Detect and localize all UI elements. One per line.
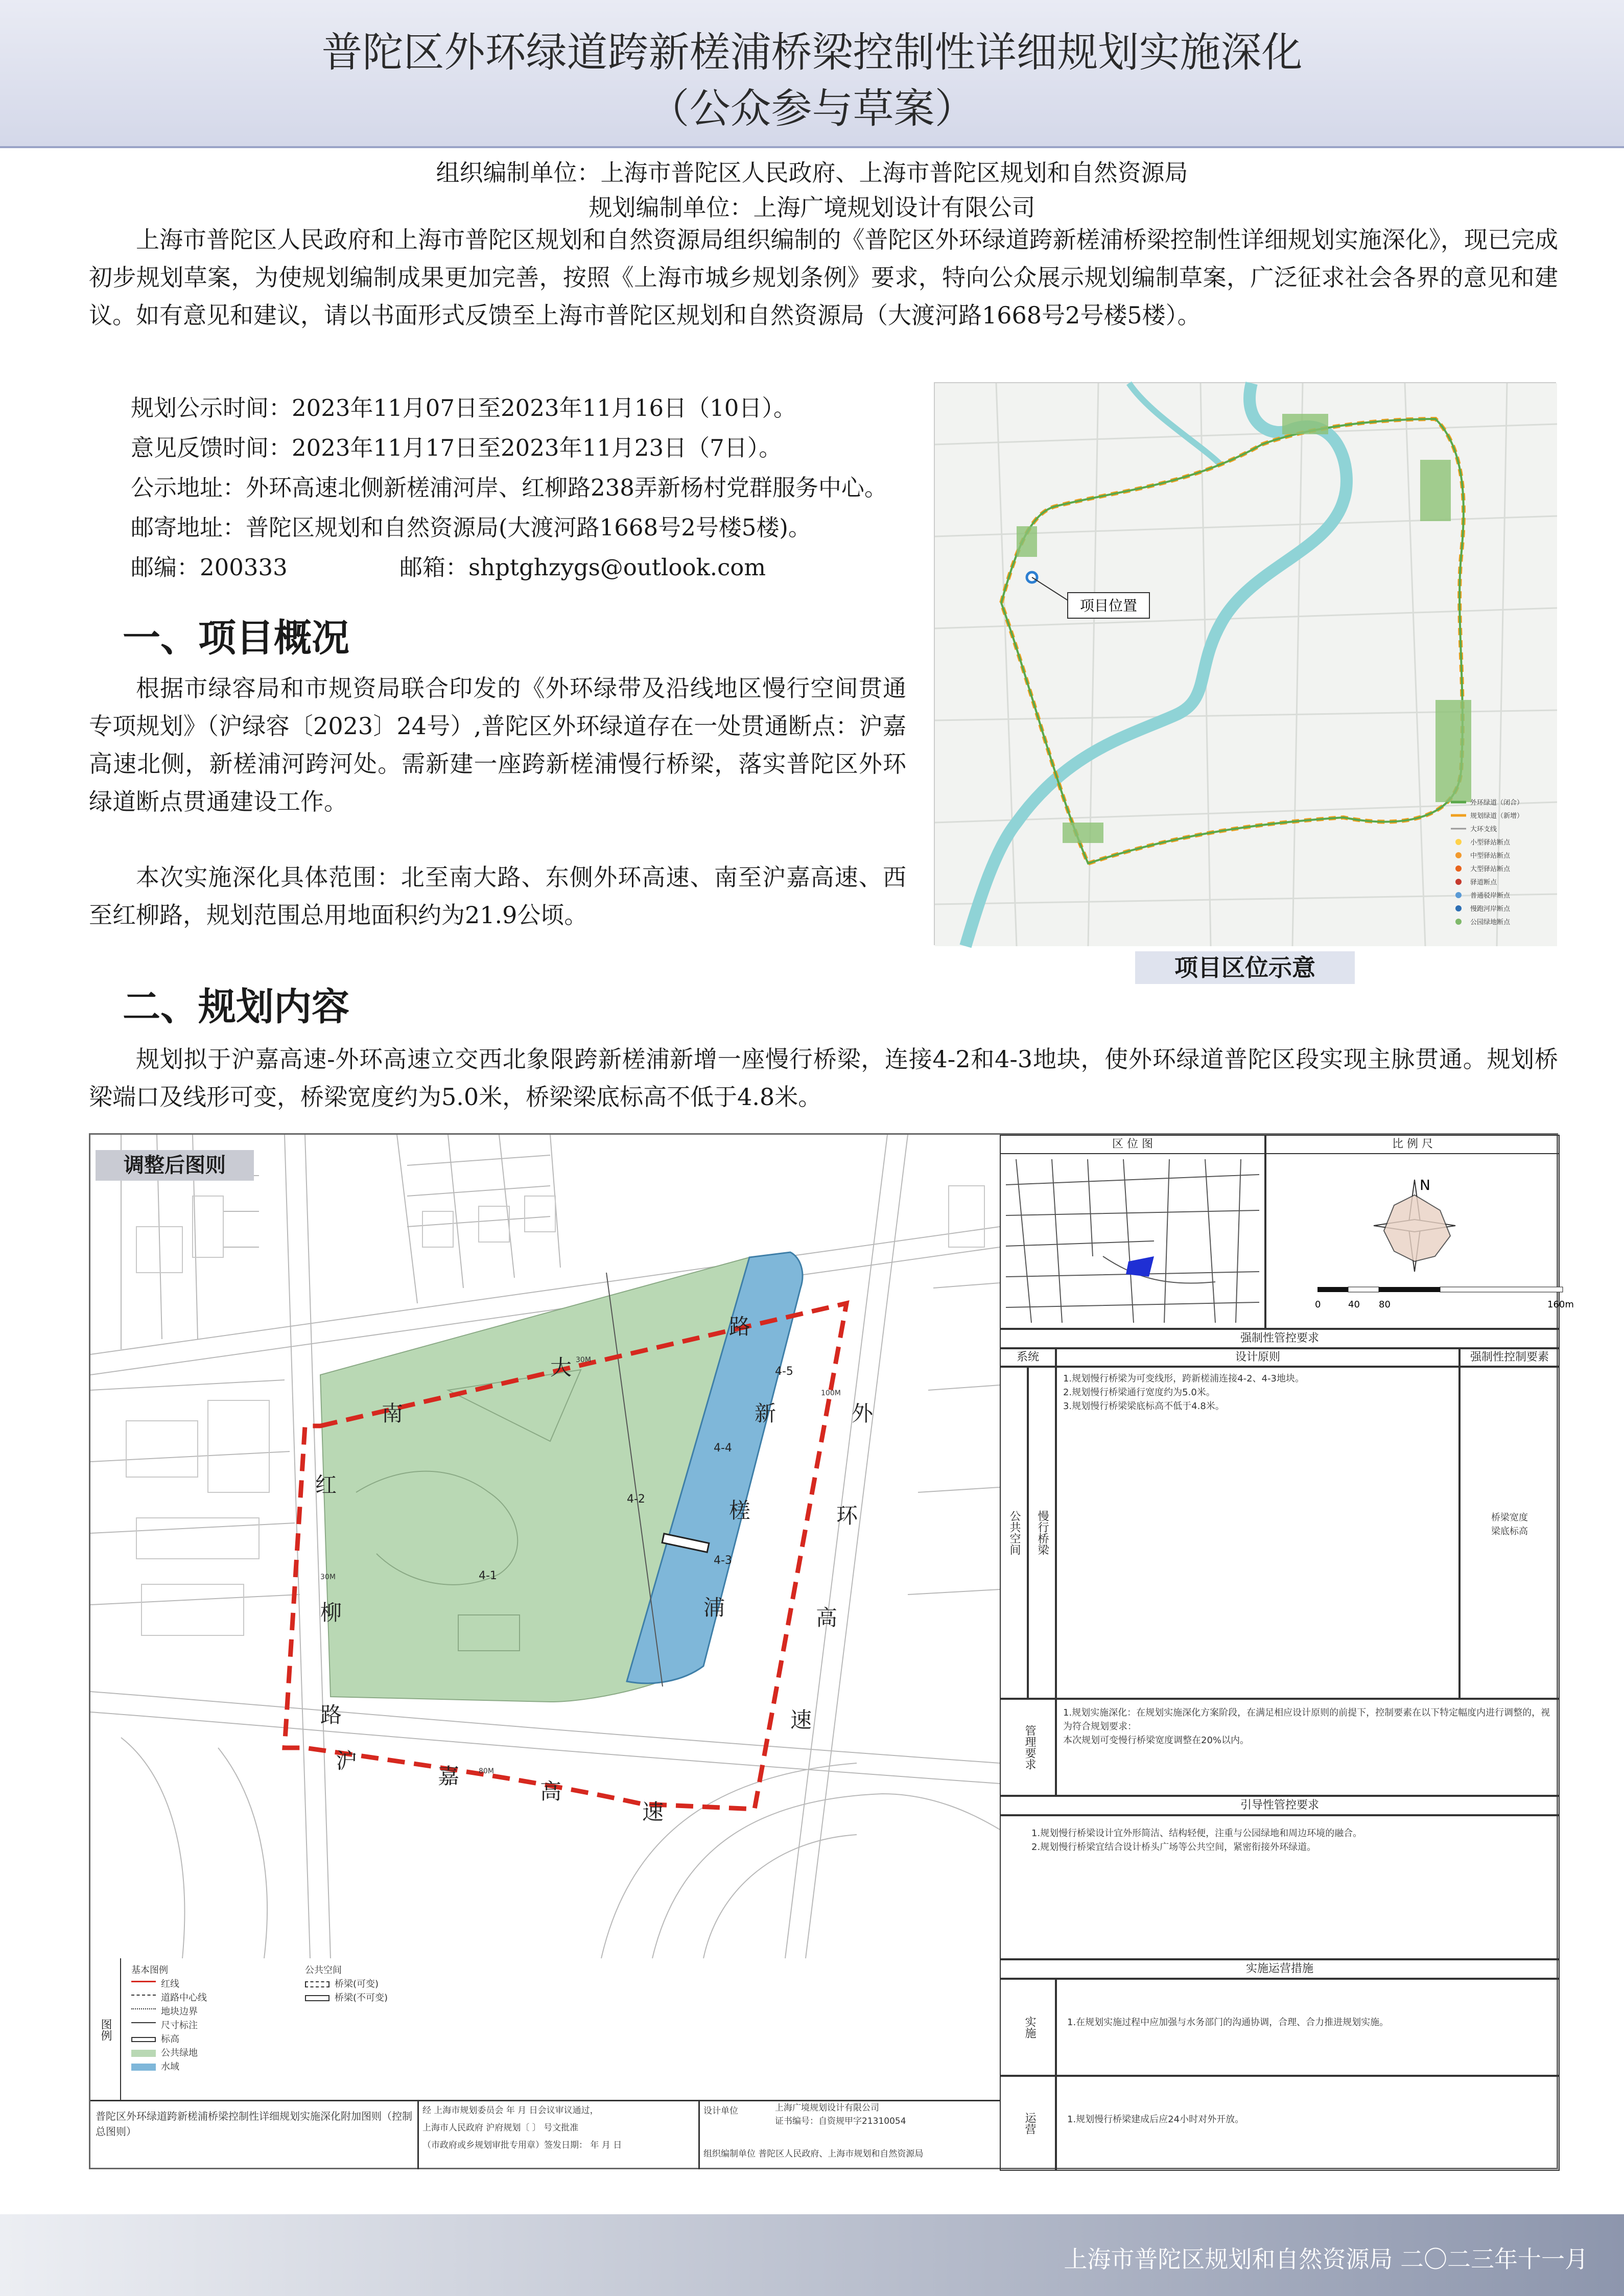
- mgmt-items: [1056, 1699, 1560, 1796]
- width-hujia: 80M: [479, 1767, 494, 1775]
- col-system: 系统: [1000, 1348, 1056, 1367]
- parcel-4-5: 4-5: [775, 1365, 793, 1378]
- map-legend-8: 慢跑河岸断点: [1470, 905, 1511, 913]
- col-principle: 设计原则: [1056, 1348, 1460, 1367]
- approval-line-1: 经 上海市规划委员会 年 月 日会议审议通过，: [422, 2105, 599, 2116]
- legend-basic-1: 道路中心线: [161, 1993, 207, 2003]
- river-name-2: 浦: [703, 1595, 725, 1620]
- legend-swatch-bridge-var: [305, 1981, 329, 1987]
- road-waihuan-3: 速: [790, 1707, 812, 1732]
- map-legend-7: 普通驳岸断点: [1470, 892, 1511, 900]
- legend-label: 图例: [90, 1958, 121, 2101]
- legend-swatch-2: [131, 2008, 156, 2016]
- guide-item-1: 1.规划慢行桥梁设计宜外形简洁、结构轻便，注重与公园绿地和周边环境的融合。: [1031, 1828, 1362, 1839]
- road-hongliu-0: 红: [315, 1472, 337, 1497]
- legend-public-title: 公共空间: [305, 1965, 342, 1976]
- regulatory-plan-sheet: [89, 1133, 1574, 2169]
- mandatory-item-3: 3.规划慢行桥梁梁底标高不低于4.8米。: [1063, 1401, 1225, 1412]
- legend-swatch-0: [131, 1981, 156, 1988]
- mandatory-title-text: 强制性管控要求: [1240, 1332, 1319, 1345]
- width-hongliu: 30M: [320, 1573, 336, 1581]
- mandatory-title: [1000, 1329, 1560, 1348]
- control-element-2: 梁底标高: [1491, 1526, 1528, 1537]
- footer-text: 上海市普陀区规划和自然资源局 二〇二三年十一月: [1064, 2245, 1588, 2273]
- legend-block: [90, 1958, 1000, 2101]
- legend-public-1: 桥梁(不可变): [335, 1993, 388, 2003]
- location-map-graphic: [935, 383, 1557, 946]
- ops-label: 运营: [1000, 2076, 1056, 2171]
- scale-tick-3: 160m: [1547, 1299, 1574, 1310]
- road-hongliu-2: 路: [320, 1702, 342, 1727]
- road-waihuan-1: 环: [836, 1503, 858, 1528]
- road-hujia-0: 沪: [336, 1748, 358, 1773]
- parcel-4-1: 4-1: [479, 1569, 497, 1582]
- road-waihuan-2: 高: [816, 1605, 838, 1630]
- legend-basic-0: 红线: [161, 1979, 179, 1989]
- approval-line-3: （市政府或乡规划审批专用章）签发日期： 年 月 日: [422, 2140, 622, 2150]
- legend-basic-title: 基本图例: [131, 1965, 168, 1976]
- map-legend-6: 驿道断点: [1470, 879, 1497, 886]
- river-name-1: 槎: [729, 1498, 751, 1523]
- map-legend-9: 公园绿地断点: [1470, 919, 1511, 926]
- legend-basic-4: 标高: [161, 2034, 179, 2045]
- legend-public-0: 桥梁(可变): [335, 1979, 379, 1989]
- ops-items: [1056, 2076, 1560, 2171]
- mgmt-label: 管理要求: [1000, 1699, 1056, 1796]
- parcel-4-4: 4-4: [714, 1442, 732, 1455]
- public-address: 公示地址：外环高速北侧新槎浦河岸、红柳路238弄新杨村党群服务中心。: [131, 474, 887, 501]
- legend-swatch-4: [131, 2037, 156, 2042]
- plan-tag: 调整后图则: [96, 1150, 254, 1181]
- location-map: [934, 382, 1556, 945]
- section1-paragraph2: 本次实施深化具体范围：北至南大路、东侧外环高速、南至沪嘉高速、西至红柳路，规划范围总用地面积约为21.9公顷。: [89, 863, 906, 929]
- guide-item-2: 2.规划慢行桥梁宜结合设计桥头广场等公共空间，紧密衔接外环绿道。: [1031, 1842, 1316, 1853]
- map-legend-3: 小型驿站断点: [1470, 839, 1511, 847]
- legend-swatch-5: [131, 2050, 156, 2057]
- map-legend-0: 外环绿道（闭合）: [1470, 799, 1524, 807]
- guide-items: [1000, 1815, 1560, 1959]
- design-unit-label: 设计单位: [703, 2106, 738, 2116]
- mandatory-item-2: 2.规划慢行桥梁通行宽度约为5.0米。: [1063, 1387, 1215, 1398]
- mandatory-item-1: 1.规划慢行桥梁为可变线形，跨新槎浦连接4-2、4-3地块。: [1063, 1373, 1304, 1384]
- section1-paragraph1: 根据市绿容局和市规资局联合印发的《外环绿带及沿线地区慢行空间贯通专项规划》（沪绿容〔2023〕24号）,普陀区外环绿道存在一处贯通断点：沪嘉高速北侧，新槎浦河跨河处。需新建一座跨新槎浦慢行桥梁，落实普陀区外环绿道断点贯通建设工作。: [89, 674, 906, 815]
- intro-paragraph: 上海市普陀区人民政府和上海市普陀区规划和自然资源局组织编制的《普陀区外环绿道跨新槎浦桥梁控制性详细规划实施深化》，现已完成初步规划草案，为使规划编制成果更加完善，按照《上海市城乡规划条例》要求，特向公众展示规划编制草案，广泛征求社会各界的意见和建议。如有意见和建议，请以书面形式反馈至上海市普陀区规划和自然资源局（大渡河路1668号2号楼5楼）。: [89, 226, 1558, 329]
- publicity-time: 规划公示时间：2023年11月07日至2023年11月16日（10日）。: [131, 394, 796, 421]
- designer-line: 规划编制单位：上海广境规划设计有限公司: [589, 194, 1035, 221]
- legend-swatch-bridge-fixed: [305, 1995, 329, 2001]
- legend-public: [305, 1963, 458, 2005]
- project-location-callout: 项目位置: [1079, 597, 1138, 614]
- page-header: [0, 0, 1624, 148]
- scale-tick-0: 0: [1315, 1299, 1321, 1310]
- parcel-4-2: 4-2: [627, 1493, 645, 1506]
- road-hujia-2: 高: [540, 1779, 562, 1804]
- scale-panel: [1265, 1135, 1574, 1329]
- width-waihuan: 100M: [821, 1389, 841, 1397]
- impl-items: [1056, 1979, 1560, 2076]
- mandatory-items: [1056, 1367, 1460, 1699]
- section1-heading: 一、项目概况: [123, 616, 349, 660]
- drawing-name: 普陀区外环绿道跨新槎浦桥梁控制性详细规划实施深化附加图则（控制总图则）: [96, 2110, 412, 2138]
- certificate-number: 证书编号：自资规甲字21310054: [775, 2116, 906, 2126]
- road-nanda-2: 路: [729, 1314, 751, 1339]
- email: 邮箱：shptghzygs@outlook.com: [399, 554, 766, 581]
- legend-basic-6: 水域: [161, 2061, 179, 2072]
- mail-address: 邮寄地址：普陀区规划和自然资源局(大渡河路1668号2号楼5楼)。: [131, 514, 811, 541]
- location-inset-graphic: [1001, 1154, 1264, 1328]
- map-legend-1: 规划绿道（新增）: [1470, 812, 1524, 820]
- scale-tick-2: 80: [1379, 1299, 1391, 1310]
- legend-basic-2: 地块边界: [161, 2006, 198, 2017]
- plan-drawing-graphic: [90, 1135, 1000, 1958]
- road-nanda-0: 南: [382, 1401, 404, 1426]
- impl-item-1: 1.在规划实施过程中应加强与水务部门的沟通协调，合理、合力推进规划实施。: [1067, 2017, 1389, 2028]
- row-public-space: 公共空间: [1000, 1367, 1028, 1699]
- legend-basic-5: 公共绿地: [161, 2048, 198, 2058]
- scale-title: 比 例 尺: [1266, 1136, 1559, 1154]
- width-nanda: 30M: [576, 1356, 591, 1364]
- legend-swatch-3: [131, 2022, 156, 2029]
- scale-tick-1: 40: [1348, 1299, 1360, 1310]
- mgmt-item-2: 本次规划可变慢行桥梁宽度调整在20%以内。: [1063, 1735, 1250, 1746]
- organizing-unit: 组织编制单位 普陀区人民政府、上海市规划和自然资源局: [703, 2149, 924, 2159]
- parcel-4-3: 4-3: [714, 1554, 732, 1567]
- scale-graphic: [1266, 1154, 1574, 1328]
- map-legend-4: 中型驿站断点: [1470, 852, 1511, 860]
- section2-paragraph: 规划拟于沪嘉高速-外环高速立交西北象限跨新槎浦新增一座慢行桥梁，连接4-2和4-3地块，使外环绿道普陀区段实现主脉贯通。规划桥梁端口及线形可变，桥梁宽度约为5.0米，桥梁梁底标高不低于4.8米。: [89, 1045, 1558, 1111]
- north-arrow-label: N: [1420, 1177, 1430, 1193]
- design-unit: 上海广境规划设计有限公司: [775, 2103, 879, 2113]
- plan-drawing: [90, 1135, 1000, 1958]
- feedback-time: 意见反馈时间：2023年11月17日至2023年11月23日（7日）。: [131, 434, 782, 461]
- postcode: 邮编：200333: [131, 554, 288, 581]
- col-elements: 强制性控制要素: [1460, 1348, 1560, 1367]
- location-inset: [1000, 1135, 1265, 1329]
- legend-basic-3: 尺寸标注: [161, 2020, 198, 2031]
- legend-swatch-1: [131, 1995, 156, 2002]
- page-subtitle: （公众参与草案）: [648, 85, 976, 132]
- control-element-1: 桥梁宽度: [1491, 1512, 1528, 1523]
- river-name-0: 新: [755, 1401, 776, 1426]
- ops-item-1: 1.规划慢行桥梁建成后应24小时对外开放。: [1067, 2114, 1244, 2125]
- map-legend-5: 大型驿站断点: [1470, 865, 1511, 873]
- road-hujia-1: 嘉: [438, 1764, 460, 1789]
- page-footer: [0, 2214, 1624, 2296]
- title-block: [90, 2101, 1000, 2169]
- control-elements: [1460, 1367, 1560, 1699]
- section2-heading: 二、规划内容: [123, 985, 349, 1029]
- mgmt-item-1: 1.规划实施深化：在规划实施深化方案阶段，在满足相应设计原则的前提下，控制要素在以下特定幅度内进行调整的，视为符合规划要求：: [1063, 1707, 1550, 1732]
- legend-swatch-6: [131, 2064, 156, 2071]
- road-hongliu-1: 柳: [320, 1600, 342, 1625]
- location-inset-title: 区 位 图: [1001, 1136, 1264, 1154]
- organizer-line: 组织编制单位：上海市普陀区人民政府、上海市普陀区规划和自然资源局: [436, 159, 1188, 186]
- approval-line-2: 上海市人民政府 沪府规划〔 〕 号文批准: [422, 2123, 579, 2133]
- row-slow-bridge: 慢行桥梁: [1028, 1367, 1056, 1699]
- road-hujia-3: 速: [642, 1799, 664, 1824]
- page-title: 普陀区外环绿道跨新槎浦桥梁控制性详细规划实施深化: [321, 29, 1303, 76]
- location-map-caption: 项目区位示意: [1135, 951, 1355, 984]
- impl-title: 实施运营措施: [1000, 1959, 1560, 1979]
- road-nanda-1: 大: [550, 1355, 572, 1380]
- map-legend-2: 大环支线: [1470, 826, 1497, 833]
- road-waihuan-0: 外: [852, 1401, 874, 1426]
- guide-title: 引导性管控要求: [1000, 1796, 1560, 1815]
- impl-label: 实施: [1000, 1979, 1056, 2076]
